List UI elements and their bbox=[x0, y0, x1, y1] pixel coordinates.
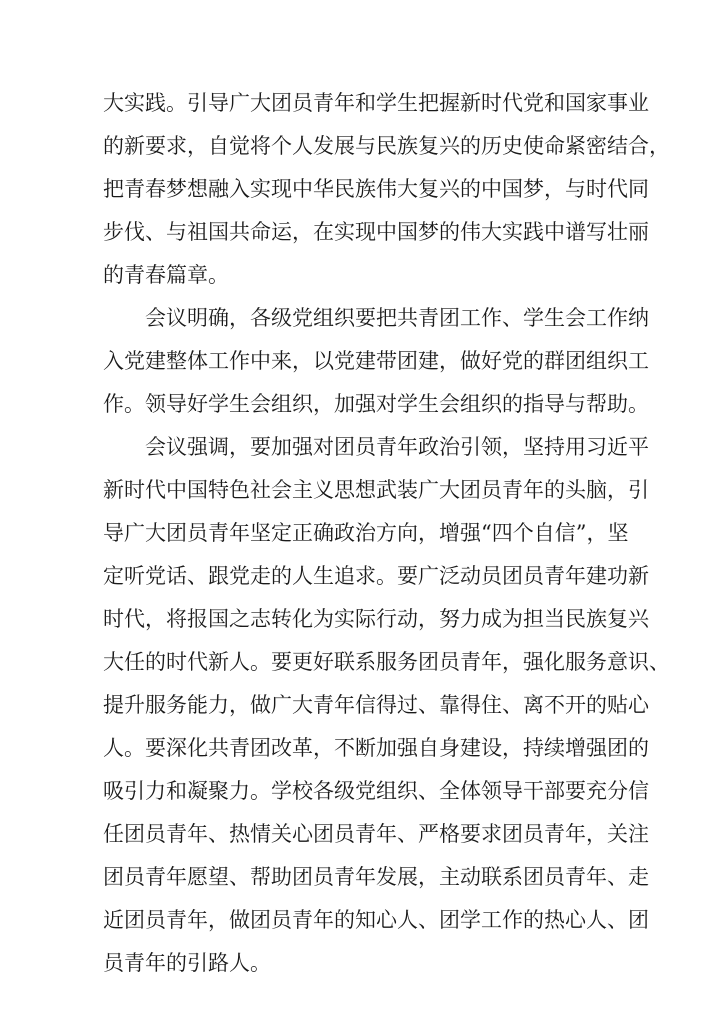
text-line: 把青春梦想融入实现中华民族伟大复兴的中国梦，与时代同 bbox=[103, 177, 649, 201]
text-line: 会议强调，要加强对团员青年政治引领，坚持用习近平 bbox=[145, 435, 649, 459]
text-line: 定听党话、跟党走的人生追求。要广泛动员团员青年建功新 bbox=[103, 564, 649, 588]
paragraph-2 bbox=[103, 297, 649, 426]
text-line: 吸引力和凝聚力。学校各级党组织、全体领导干部要充分信 bbox=[103, 779, 649, 803]
text-line: 会议明确，各级党组织要把共青团工作、学生会工作纳 bbox=[145, 306, 649, 330]
text-line: 作。领导好学生会组织，加强对学生会组织的指导与帮助。 bbox=[103, 392, 649, 416]
paragraph-3 bbox=[103, 426, 670, 985]
text-line: 的青春篇章。 bbox=[103, 263, 229, 287]
text-line: 任团员青年、热情关心团员青年、严格要求团员青年，关注 bbox=[103, 822, 649, 846]
text-line: 人。要深化共青团改革，不断加强自身建设，持续增强团的 bbox=[103, 736, 649, 760]
text-line: 步伐、与祖国共命运，在实现中国梦的伟大实践中谱写壮丽 bbox=[103, 220, 649, 244]
text-line: 导广大团员青年坚定正确政治方向，增强“四个自信”，坚 bbox=[103, 521, 629, 545]
text-line: 入党建整体工作中来，以党建带团建，做好党的群团组织工 bbox=[103, 349, 649, 373]
text-line: 提升服务能力，做广大青年信得过、靠得住、离不开的贴心 bbox=[103, 693, 649, 717]
text-line: 大实践。引导广大团员青年和学生把握新时代党和国家事业 bbox=[103, 91, 649, 115]
text-line: 时代，将报国之志转化为实际行动，努力成为担当民族复兴 bbox=[103, 607, 649, 631]
text-line: 的新要求，自觉将个人发展与民族复兴的历史使命紧密结合， bbox=[103, 134, 670, 158]
text-line: 大任的时代新人。要更好联系服务团员青年，强化服务意识、 bbox=[103, 650, 670, 674]
paragraph-1 bbox=[103, 82, 670, 297]
text-line: 近团员青年，做团员青年的知心人、团学工作的热心人、团 bbox=[103, 908, 649, 932]
body-text bbox=[103, 82, 670, 985]
text-line: 团员青年愿望、帮助团员青年发展，主动联系团员青年、走 bbox=[103, 865, 649, 889]
text-line: 员青年的引路人。 bbox=[103, 951, 271, 975]
text-line: 新时代中国特色社会主义思想武装广大团员青年的头脑，引 bbox=[103, 478, 649, 502]
